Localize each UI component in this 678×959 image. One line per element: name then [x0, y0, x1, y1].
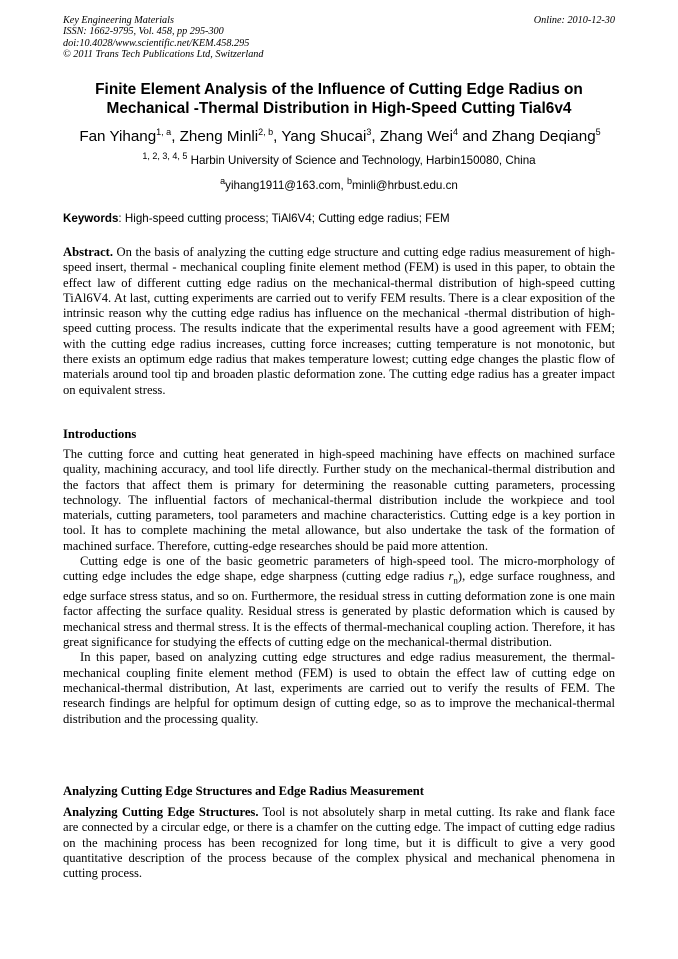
author-list: [60, 127, 620, 147]
email-a: yihang1911@163.com,: [225, 179, 347, 192]
intro-p2-var: r: [448, 569, 454, 584]
email-sup-b: b: [346, 176, 352, 187]
author-sup: 3: [366, 126, 372, 137]
paper-title: [63, 80, 615, 118]
affiliation: [63, 153, 615, 169]
author-sep: ,: [371, 128, 380, 145]
author-sep: ,: [171, 128, 180, 145]
email-sup-a: a: [220, 176, 226, 187]
keywords-label: Keywords: [63, 212, 119, 225]
analyzing-text: Tool is not absolutely sharp in metal cutting. Its rake and flank face are connected by a circular edge, or there is a chamfer on the cutting edge. The impact of cutting edge radius on the machining process has been recognized for long time, but it is difficult to give a very good quantitative description of the process because of the complex physical and mechanical phenomena in cutting process.: [63, 805, 615, 881]
journal-name: Key Engineering Materials: [63, 15, 174, 26]
section-heading-introductions: Introductions: [63, 427, 137, 441]
author-name: Yang Shucai: [281, 128, 367, 145]
author-name: Zheng Minli: [179, 128, 259, 145]
author-sup: 5: [595, 126, 601, 137]
journal-header: [63, 15, 615, 60]
affiliation-text: Harbin University of Science and Technology, Harbin150080, China: [187, 154, 536, 167]
intro-paragraph-3: In this paper, based on analyzing cutting edge structures and edge radius measurement, the thermal-mechanical coupling finite element method (FEM) is used to obtain the effect law of cutting edge on mechanical-thermal distribution, At last, experiments are carried out to verify the results of FEM. The research findings are helpful for optimum design of cutting edge, so as to improve the mechanical-thermal distribution and the processing quality.: [63, 650, 615, 726]
author-name: Fan Yihang: [79, 128, 157, 145]
title-line-1: Finite Element Analysis of the Influence of Cutting Edge Radius on: [95, 81, 583, 98]
keywords-line: [63, 211, 615, 227]
abstract-label: Abstract.: [63, 245, 114, 259]
analyzing-body: [63, 805, 615, 881]
author-sep: and: [458, 128, 492, 145]
title-line-2: Mechanical -Thermal Distribution in High-Speed Cutting Tial6v4: [106, 100, 572, 117]
intro-p2-before: Cutting edge is one of the basic geometric parameters of high-speed tool. The micro-morphology of cutting edge includes the edge shape, edge sharpness (cutting edge radius: [63, 554, 615, 584]
author-sup: 4: [452, 126, 458, 137]
online-date: Online: 2010-12-30: [533, 15, 615, 26]
analyzing-sub-label: Analyzing Cutting Edge Structures.: [63, 805, 259, 819]
intro-p2-after: ), edge surface roughness, and edge surface stress status, and so on. Furthermore, the residual stress in cutting deformation zone is one main factor affecting the surface quality. Residual stress is generated by plastic deformation which is caused by mechanical stress and thermal stress. It is the effects of thermal-mechanical coupling action. Therefore, it has great significance for studying the effects of cutting edge on the mechanical-thermal distribution.: [63, 569, 616, 650]
author-name: Zhang Wei: [379, 128, 453, 145]
intro-p2-sub: n: [453, 575, 458, 586]
abstract: [63, 245, 615, 398]
introductions-body: [63, 447, 615, 727]
author-sup: 2, b: [258, 126, 274, 137]
copyright-line: © 2011 Trans Tech Publications Ltd, Switzerland: [63, 48, 264, 60]
section-heading-analyzing: Analyzing Cutting Edge Structures and Edge Radius Measurement: [63, 784, 424, 798]
intro-paragraph-1: The cutting force and cutting heat generated in high-speed machining have effects on machined surface quality, machining accuracy, and tool life directly. Further study on the mechanical-thermal distribution and the factors that affect them is primary for determining the reasonable cutting parameters, processing technology. The influential factors of mechanical-thermal distribution include the workpiece and tool materials, cutting parameters, tool parameters and machine characteristics. Cutting edge is a key portion in tool. It has to complete machining the metal allowance, but also undertake the task of the formation of machined surface. Therefore, cutting-edge researches should be paid more attention.: [63, 447, 615, 553]
email-b: minli@hrbust.edu.cn: [351, 179, 458, 192]
affiliation-sup: 1, 2, 3, 4, 5: [142, 151, 188, 162]
keywords-text: : High-speed cutting process; TiAl6V4; Cutting edge radius; FEM: [118, 212, 450, 225]
intro-paragraph-2: [63, 554, 615, 650]
abstract-text: On the basis of analyzing the cutting edge structure and cutting edge radius measurement of high-speed insert, thermal - mechanical coupling finite element method (FEM) is used in this paper, to obtain the effect law of different cutting edge radius on the mechanical-thermal distribution of high-speed cutting TiAl6V4. At last, cutting experiments are carried out to verify FEM results. There is a clear exposition of the intrinsic reason why the cutting edge radius has influence on the mechanical -thermal distribution of high-speed cutting process. The results indicate that the experimental results have a good agreement with FEM; with the cutting edge radius increases, cutting force increases; cutting temperature is not monotonic, but there exists an optimum edge radius that makes temperature lowest; cutting edge changes the plastic flow of materials around tool tip and broaden plastic deformation zone. The cutting edge radius has a greater impact on equivalent stress.: [63, 245, 615, 397]
doi-line: doi:10.4028/www.scientific.net/KEM.458.295: [63, 37, 250, 49]
author-sup: 1, a: [156, 126, 172, 137]
author-sep: ,: [273, 128, 282, 145]
author-emails: [63, 178, 615, 194]
author-name: Zhang Deqiang: [491, 128, 596, 145]
issn-line: ISSN: 1662-9795, Vol. 458, pp 295-300: [63, 26, 224, 38]
